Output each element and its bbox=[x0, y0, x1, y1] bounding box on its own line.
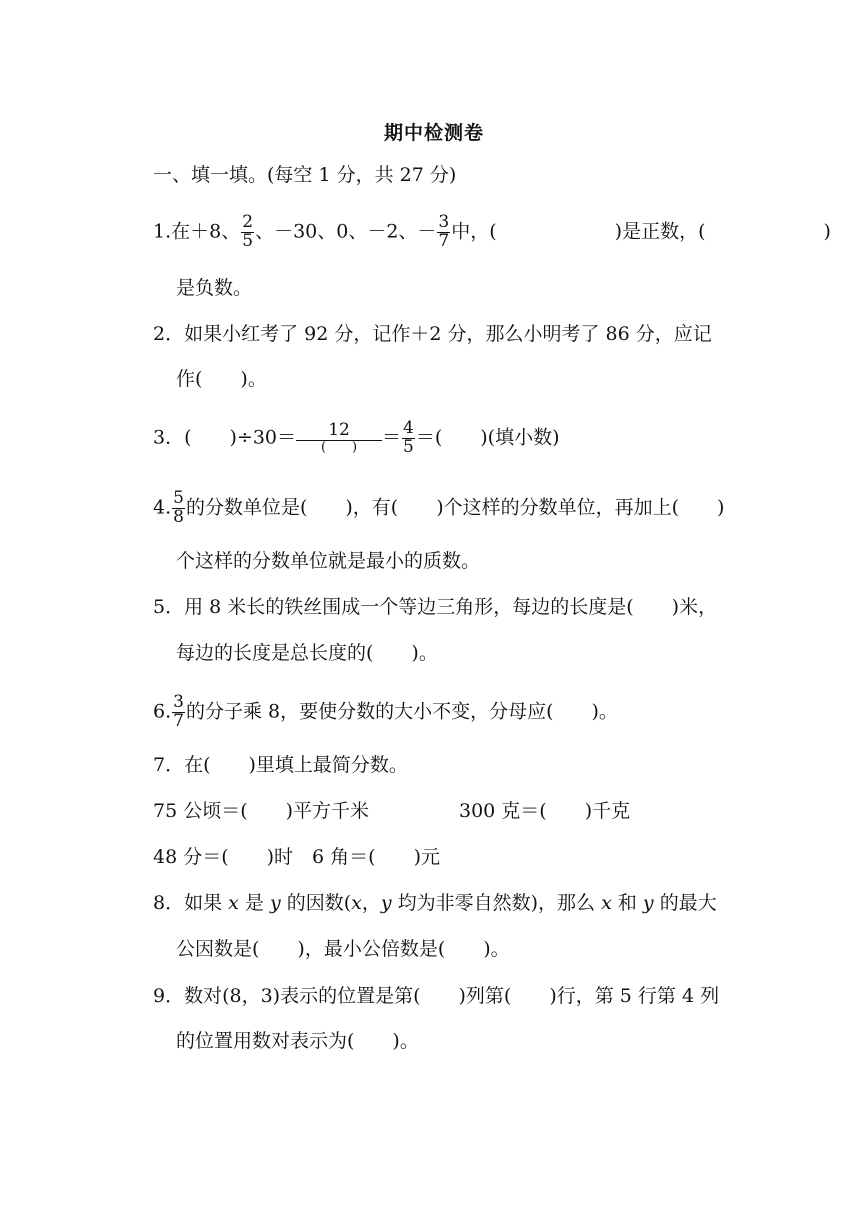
question-2: 2．如果小红考了 92 分，记作＋2 分，那么小明考了 86 分，应记 bbox=[153, 323, 712, 345]
question-text: )是正数，( bbox=[614, 220, 706, 243]
question-text: 的分数单位是( )，有( )个这样的分数单位，再加上( ) bbox=[185, 496, 725, 519]
question-number: 4. bbox=[153, 496, 172, 519]
question-text: 、－30、0、－2、－ bbox=[255, 220, 437, 243]
question-5: 5．用 8 米长的铁丝围成一个等边三角形，每边的长度是( )米， bbox=[153, 596, 718, 618]
question-number: 6. bbox=[153, 700, 172, 723]
question-text: 8．如果 bbox=[153, 892, 229, 914]
question-7-item-a: 75 公顷＝( )平方千米 bbox=[153, 800, 370, 822]
question-2-line-2: 作( )。 bbox=[176, 368, 267, 390]
question-8-line-2: 公因数是( )，最小公倍数是( )。 bbox=[176, 938, 510, 960]
variable-x: x bbox=[228, 892, 239, 914]
question-9-line-2: 的位置用数对表示为( )。 bbox=[176, 1030, 419, 1052]
variable-x: x bbox=[601, 892, 612, 914]
variable-y: y bbox=[269, 892, 281, 914]
question-7-item-b: 300 克＝( )千克 bbox=[459, 800, 631, 822]
question-text: ＝ bbox=[382, 426, 402, 449]
question-text: ， bbox=[361, 892, 381, 914]
question-text: 3．( )÷30＝ bbox=[153, 426, 297, 449]
question-text: 和 bbox=[611, 892, 643, 914]
question-text: 在＋8、 bbox=[171, 220, 241, 243]
question-text: 的最大 bbox=[653, 892, 717, 914]
fraction: $\frac{3}{7}$ bbox=[173, 692, 184, 731]
question-4-line-2: 个这样的分数单位就是最小的质数。 bbox=[176, 550, 481, 572]
question-text: 的分子乘 8，要使分数的大小不变，分母应( )。 bbox=[185, 700, 618, 723]
question-1 bbox=[153, 214, 831, 251]
question-5-line-2: 每边的长度是总长度的( )。 bbox=[176, 642, 438, 664]
section-heading: 一、填一填。(每空 1 分，共 27 分) bbox=[153, 164, 457, 186]
question-text: ＝( )(填小数) bbox=[415, 426, 560, 449]
page-title: 期中检测卷 bbox=[383, 122, 484, 144]
question-4 bbox=[153, 490, 724, 527]
question-7: 7．在( )里填上最简分数。 bbox=[153, 754, 408, 776]
question-7-item-c: 48 分＝( )时 6 角＝( )元 bbox=[153, 846, 440, 868]
question-9: 9．数对(8，3)表示的位置是第( )列第( )行，第 5 行第 4 列 bbox=[153, 985, 720, 1007]
variable-y: y bbox=[642, 892, 654, 914]
question-text: ) bbox=[823, 220, 831, 243]
fraction: $\frac{2}{5}$ bbox=[242, 212, 254, 251]
question-text: 中，( bbox=[451, 220, 497, 243]
fraction: $\frac{5}{8}$ bbox=[173, 488, 184, 527]
question-text: 是 bbox=[238, 892, 270, 914]
question-1-line-2: 是负数。 bbox=[176, 277, 253, 299]
question-8 bbox=[153, 890, 717, 916]
question-3 bbox=[153, 420, 560, 457]
question-text: 的因数( bbox=[280, 892, 352, 914]
variable-x: x bbox=[351, 892, 362, 914]
fraction: $\frac{12}{( )}$ bbox=[296, 421, 382, 455]
question-6 bbox=[153, 694, 618, 731]
variable-y: y bbox=[380, 892, 392, 914]
fraction: $\frac{4}{5}$ bbox=[403, 418, 414, 457]
question-number: 1. bbox=[153, 220, 172, 243]
fraction: $\frac{3}{7}$ bbox=[438, 212, 450, 251]
question-text: 均为非零自然数)，那么 bbox=[391, 892, 602, 914]
